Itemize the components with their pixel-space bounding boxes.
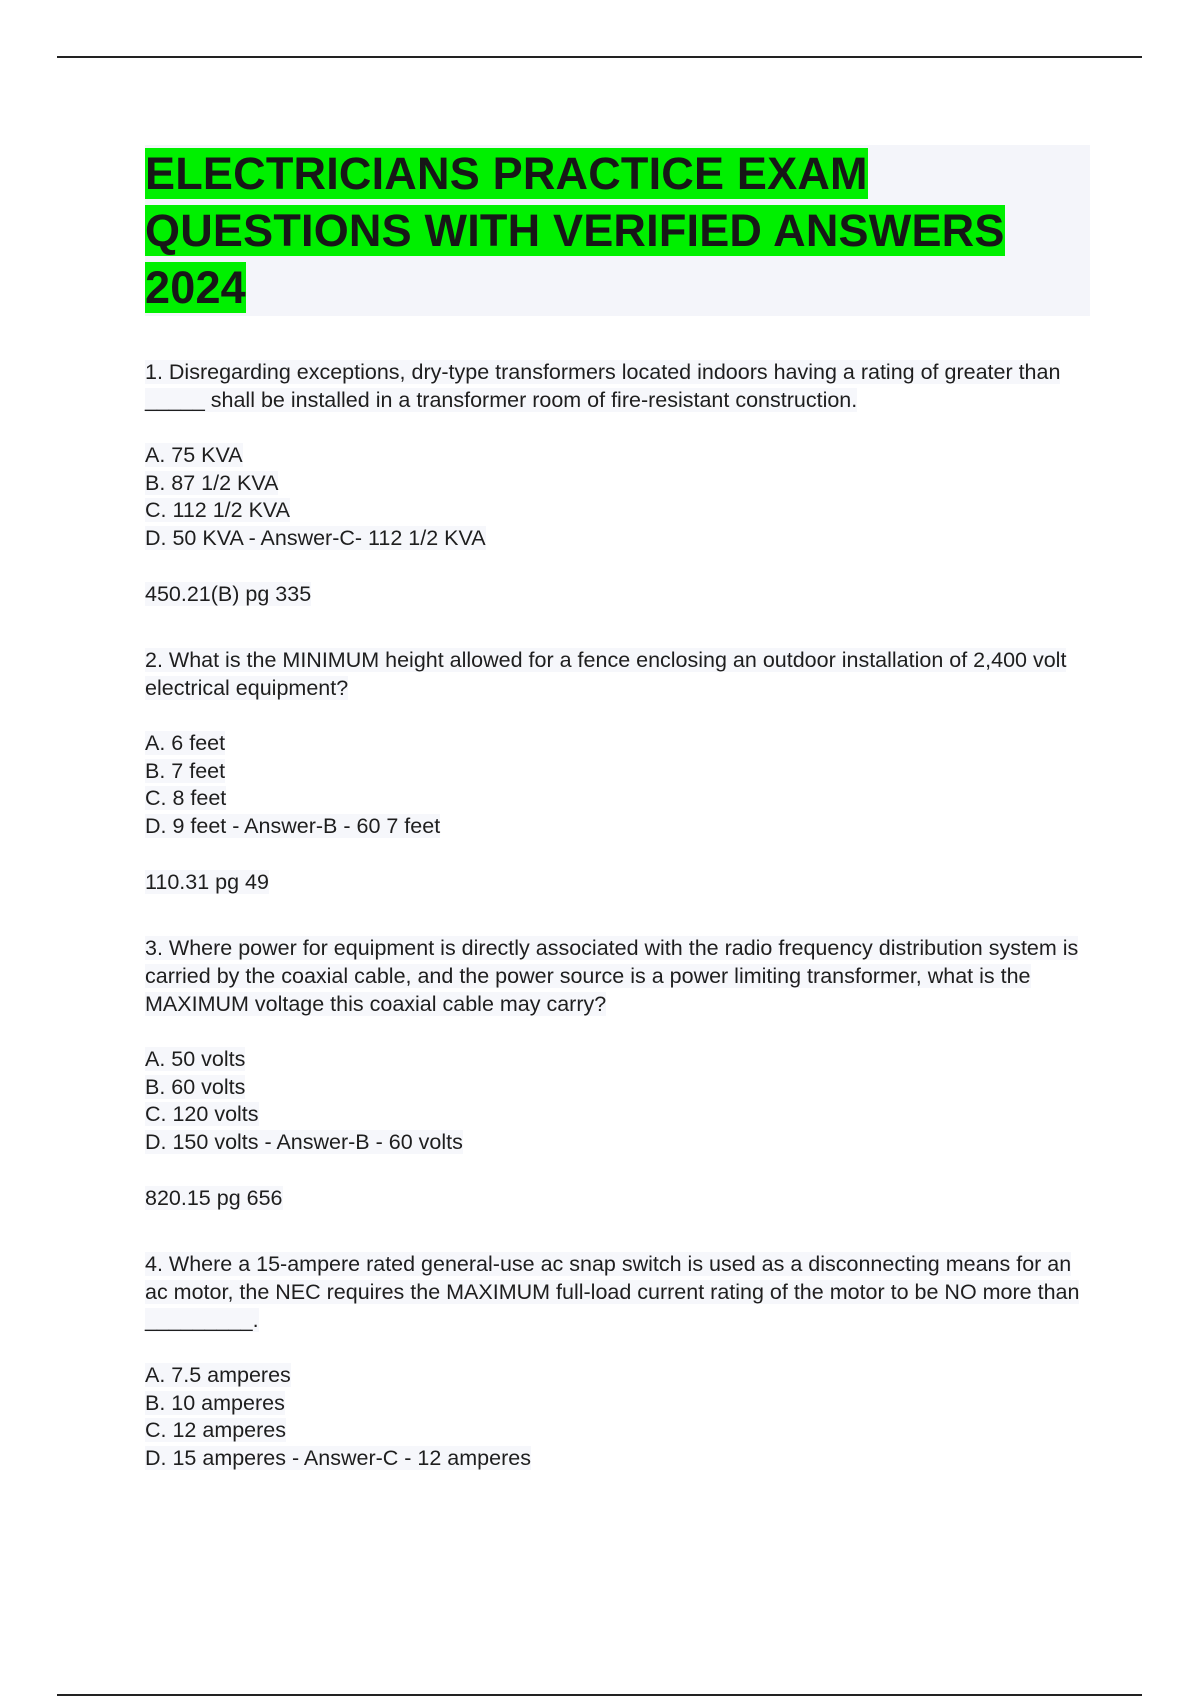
question-1-reference: 450.21(B) pg 335 [145,582,312,606]
question-3-options [145,1046,1090,1156]
question-text: 4. Where a 15-ampere rated general-use ac snap switch is used as a disconnecting means for an ac motor, the NEC requires the MAXIMUM full-load current rating of the motor to be NO more than _________. [145,1252,1080,1332]
option-c: C. 12 amperes [145,1418,287,1442]
option-b: B. 87 1/2 KVA [145,470,279,495]
option-b: B. 7 feet [145,758,226,783]
option-a: A. 7.5 amperes [145,1363,291,1387]
header-rule [57,56,1142,58]
option-a: A. 75 KVA [145,443,243,467]
question-2-reference: 110.31 pg 49 [145,870,269,894]
footer-rule [57,1694,1142,1696]
question-text: 1. Disregarding exceptions, dry-type transformers located indoors having a rating of greater than _____ shall be installed in a transformer room of fire-resistant construction. [145,360,1061,412]
question-text: 2. What is the MINIMUM height allowed for a fence enclosing an outdoor installation of 2,400 volt electrical equipment? [145,648,1067,700]
document-title [145,145,1090,316]
option-a: A. 6 feet [145,731,226,755]
option-c: C. 112 1/2 KVA [145,498,291,522]
question-1-options [145,442,1090,552]
option-c: C. 8 feet [145,786,227,810]
question-text: 3. Where power for equipment is directly associated with the radio frequency distribution system is carried by the coaxial cable, and the power source is a power limiting transformer, what is the MAXIMUM voltage this coaxial cable may carry? [145,936,1079,1016]
question-2-options [145,730,1090,840]
option-b: B. 10 amperes [145,1390,285,1415]
option-d-with-answer: D. 15 amperes - Answer-C - 12 amperes [145,1445,531,1470]
option-a: A. 50 volts [145,1047,246,1071]
title-highlight: ELECTRICIANS PRACTICE EXAM QUESTIONS WITH VERIFIED ANSWERS 2024 [145,148,1005,313]
title-block [145,145,1090,316]
question-4 [145,1250,1090,1334]
option-c: C. 120 volts [145,1102,259,1126]
option-b: B. 60 volts [145,1074,246,1099]
option-d-with-answer: D. 150 volts - Answer-B - 60 volts [145,1129,463,1154]
question-1 [145,358,1090,414]
question-3-reference: 820.15 pg 656 [145,1186,283,1210]
question-4-options [145,1362,1090,1472]
document-body [145,145,1090,1472]
option-d-with-answer: D. 50 KVA - Answer-C- 112 1/2 KVA [145,525,486,550]
question-3 [145,934,1090,1018]
option-d-with-answer: D. 9 feet - Answer-B - 60 7 feet [145,813,441,838]
question-2 [145,646,1090,702]
